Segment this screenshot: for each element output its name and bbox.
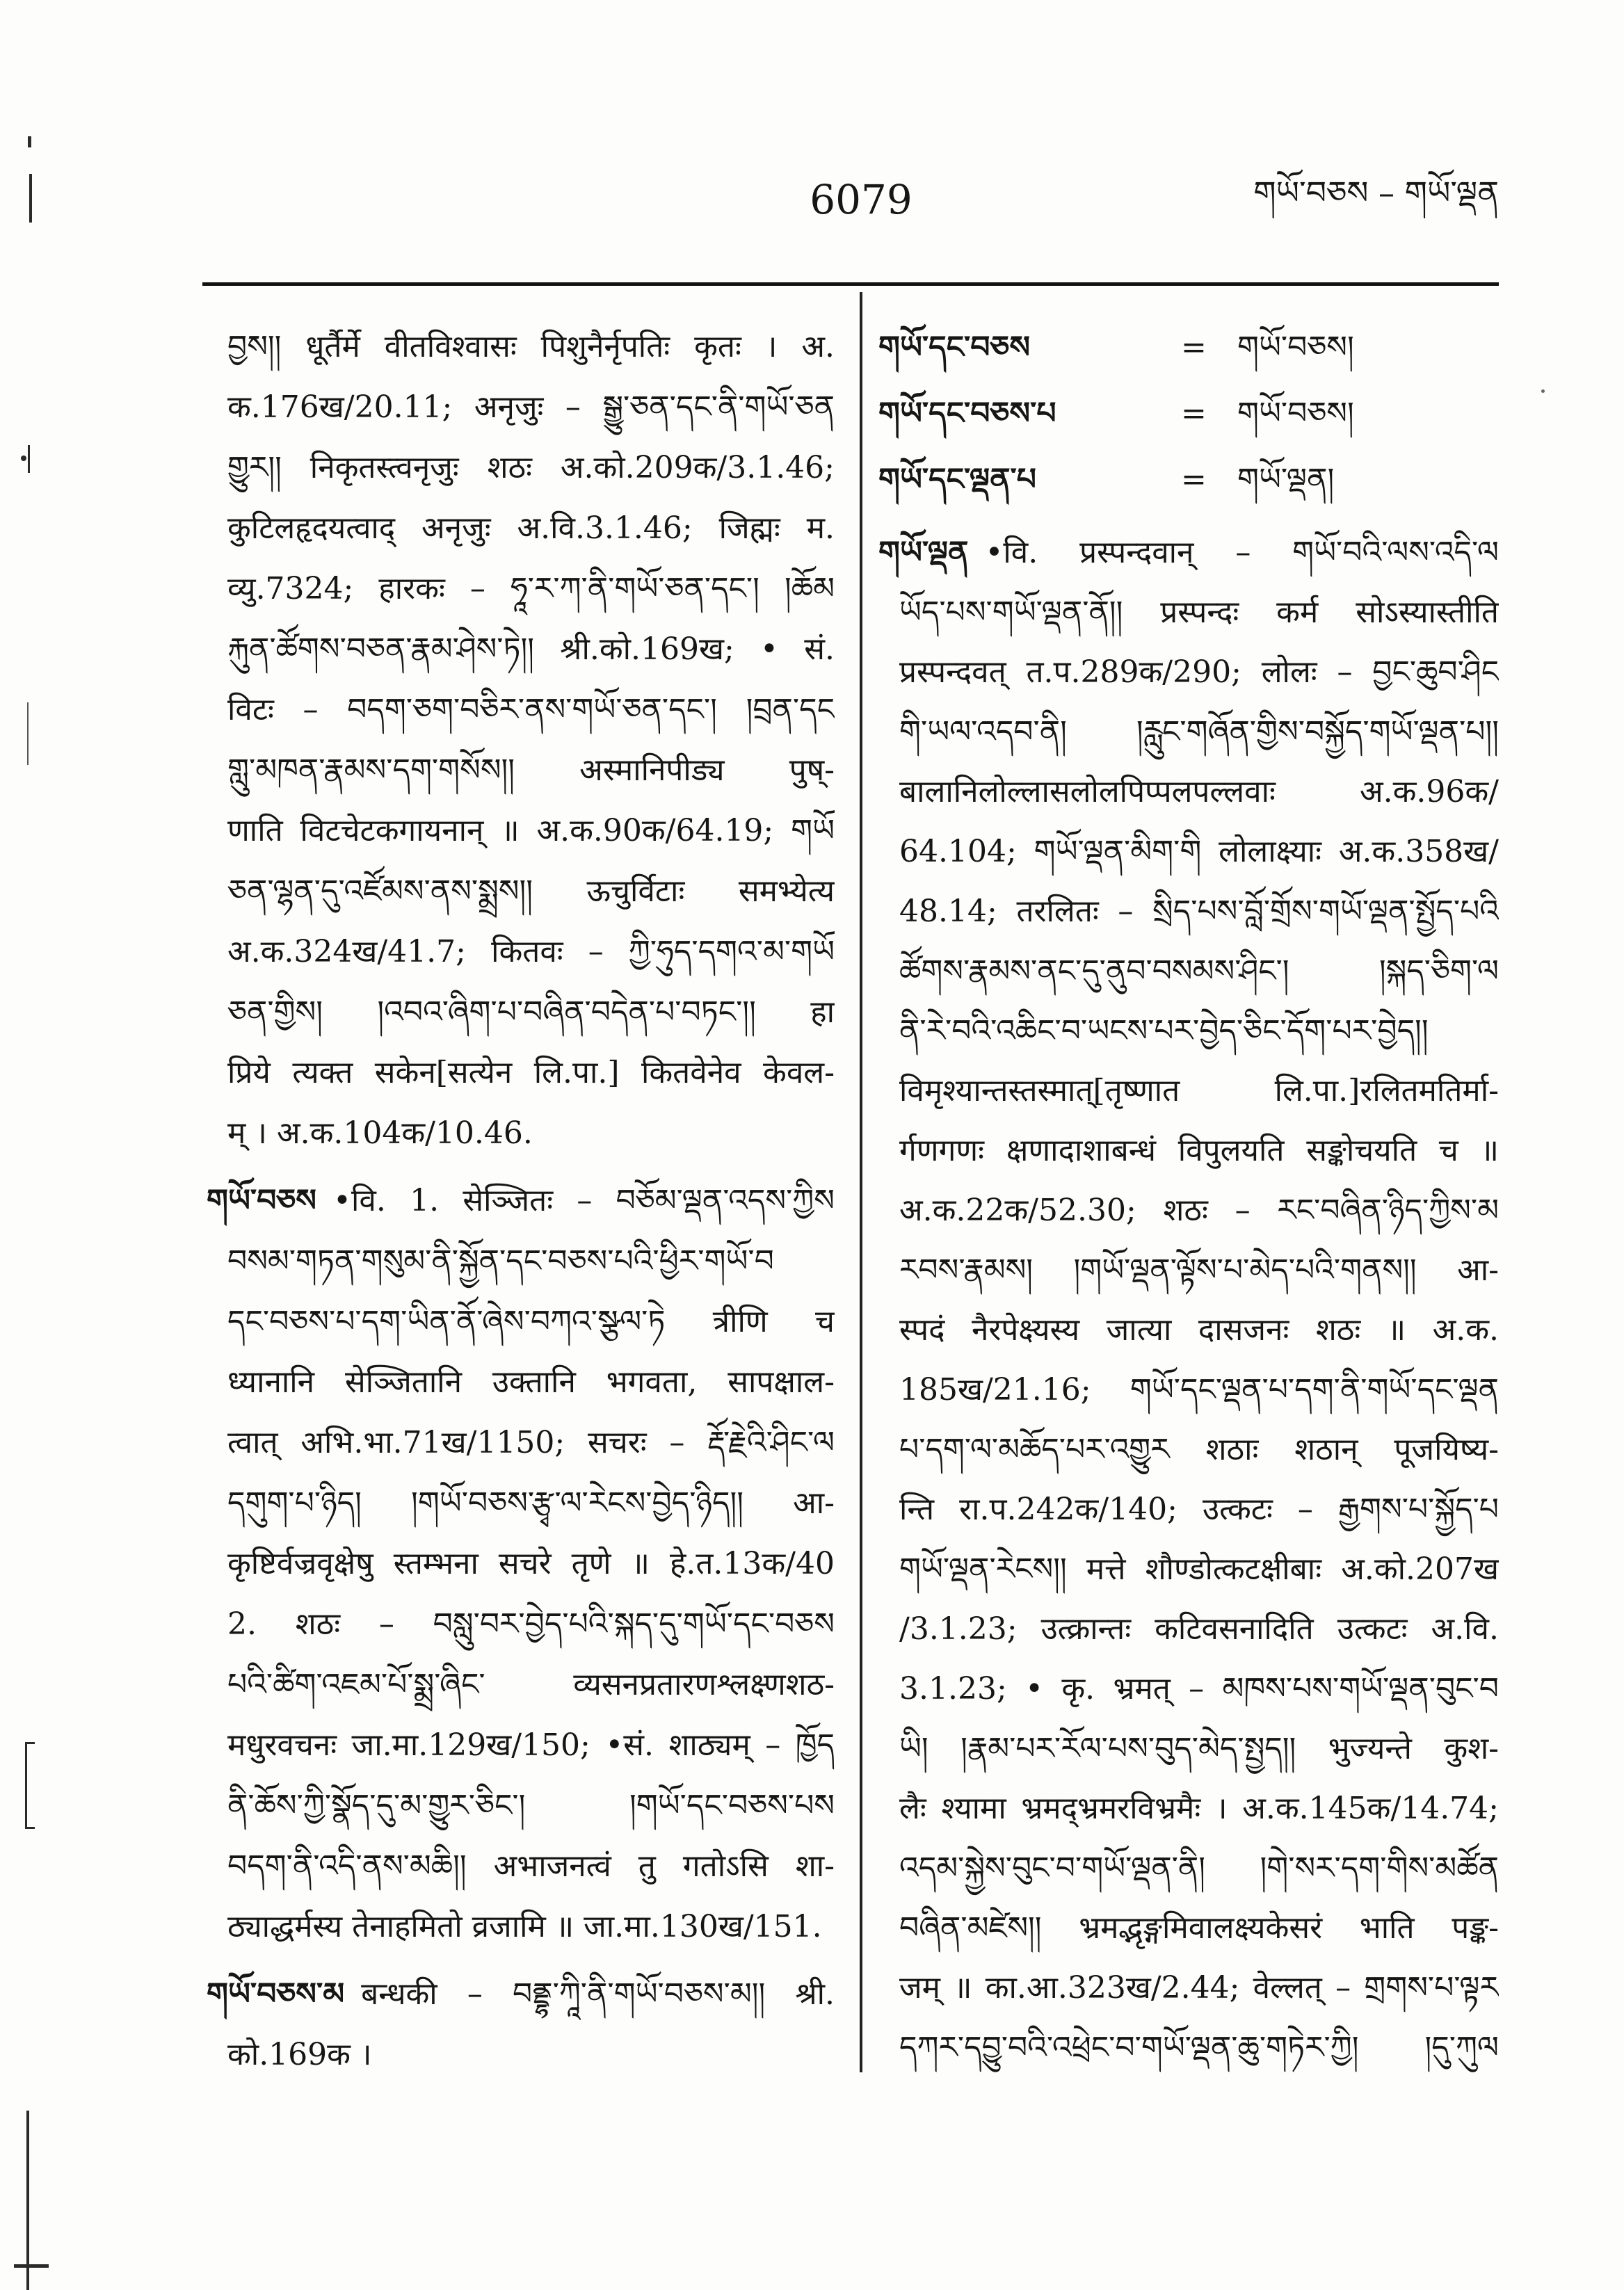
- entry-first-line: [207, 1964, 835, 2024]
- text-line: ཡི། །རྣམ་པར་རོལ་པས་བུད་མེད་སྤྱད།། भुज्यन्ते कुश-: [899, 1731, 1499, 1766]
- cross-reference-target: གཡོ་བཅས།: [1237, 396, 1354, 431]
- text-line: र्गणगणः क्षणादाशाबन्धं विपुलयति सङ्कोचयति च ॥: [899, 1133, 1499, 1168]
- scan-mark: [25, 1827, 35, 1829]
- text-line: बालानिलोल्लासलोलपिप्पलपल्लवाः अ.क.96क/: [899, 774, 1499, 809]
- column-divider: [860, 292, 862, 2072]
- scan-mark: [14, 2264, 49, 2268]
- scan-mark: [28, 136, 31, 147]
- text-line: དགུག་པ་ཉིད། །གཡོ་བཅས་རྩྭ་ལ་རེངས་བྱེད་ཉིད།། आ-: [227, 1485, 835, 1521]
- text-line: འདམ་སྐྱེས་བུང་བ་གཡོ་ལྡན་ནི། །གེ་སར་དག་གིས་མཚོན: [899, 1850, 1499, 1886]
- text-line: 2. शठः – བསླུ་བར་བྱེད་པའི་སྐད་དུ་གཡོ་དང་བཅས: [227, 1606, 835, 1642]
- continued-entry: [207, 316, 835, 1163]
- text-line: विमृश्यान्तस्तस्मात्[तृष्णात लि.पा.]रलितमतिर्मा-: [899, 1073, 1499, 1108]
- cross-reference: [878, 446, 1499, 513]
- left-column: [207, 316, 835, 2085]
- equals-sign: =: [1181, 330, 1207, 365]
- scan-mark: [21, 455, 26, 461]
- dictionary-entry: [878, 523, 1499, 2078]
- right-column: [878, 314, 1499, 2078]
- text-line: णाति विटचेटकगायनान् ॥ अ.क.90क/64.19; གཡོ: [227, 813, 835, 848]
- entry-headword: གཡོ་ལྡན: [878, 535, 969, 570]
- text-line: कुटिलहृदयत्वाद् अनृजुः अ.वि.3.1.46; जिह्मः म.: [227, 510, 835, 546]
- entry-headword: གཡོ་བཅས: [207, 1183, 317, 1218]
- entry-headword: གཡོ་བཅས་མ: [207, 1976, 345, 2012]
- text-line: न्ति रा.प.242क/140; उत्कटः – རྒྱགས་པ་སྐྱོད་པ: [899, 1492, 1499, 1527]
- text-line: 3.1.23; • कृ. भ्रमत् – མཁས་པས་གཡོ་ལྡན་བུང་བ: [899, 1671, 1499, 1707]
- text-line: त्वात् अभि.भा.71ख/1150; सचरः – རྡོ་རྗེའི་ཤིང་ལ: [227, 1425, 835, 1460]
- text-line: གླུ་མཁན་རྣམས་དག་གསོས།། अस्मानिपीड्य पुष्-: [227, 752, 835, 788]
- text-line: म् । अ.क.104क/10.46.: [227, 1115, 533, 1151]
- cross-reference: [878, 380, 1499, 446]
- cross-reference-term: གཡོ་དང་བཅས: [878, 330, 1031, 365]
- text-line: ནི་རེ་བའི་འཆིང་བ་ཡངས་པར་བྱེད་ཅིང་དོག་པར་བྱེད།།: [899, 1013, 1429, 1049]
- text-line: ठ्याद्धर्मस्य तेनाहमितो व्रजामि ॥ जा.मा.130ख/151.: [227, 1909, 822, 1944]
- text-line: བདག་ནི་འདི་ནས་མཆི།། अभाजनत्वं तु गतोऽसि शा-: [227, 1848, 835, 1884]
- text-line: /3.1.23; उत्क्रान्तः कटिवसनादिति उत्कटः अ.वि.: [899, 1611, 1499, 1647]
- scan-mark: [28, 445, 30, 473]
- equals-sign: =: [1181, 396, 1207, 431]
- text-line: བསམ་གཏན་གསུམ་ནི་སྐྱོན་དང་བཅས་པའི་ཕྱིར་གཡོ་བ: [227, 1243, 774, 1279]
- entry-first-line-text: •वि. प्रस्पन्दवान् – གཡོ་བའི་ལས་འདི་ལ: [985, 535, 1499, 570]
- running-head: གཡོ་བཅས – གཡོ་ལྡན: [1253, 174, 1499, 211]
- entry-first-line-text: •वि. 1. सेञ्जितः – བཅོམ་ལྡན་འདས་ཀྱིས: [333, 1183, 835, 1218]
- cross-reference-term: གཡོ་དང་བཅས་པ: [878, 396, 1056, 431]
- scan-mark: [29, 174, 32, 223]
- text-line: लैः श्यामा भ्रमद्भ्रमरविभ्रमैः । अ.क.145क/14.74;: [899, 1791, 1499, 1826]
- header-rule: [202, 282, 1499, 286]
- cross-reference-term: གཡོ་དང་ལྡན་པ: [878, 462, 1036, 497]
- text-line: གཡོ་ལྡན་རེངས།། मत्ते शौण्डोत्कटक्षीबाः अ.को.207ख: [899, 1551, 1499, 1587]
- text-line: རབས་རྣམས། །གཡོ་ལྡན་ལྟོས་པ་མེད་པའི་གནས།། आ-: [899, 1252, 1499, 1288]
- dictionary-entry: [207, 1964, 835, 2085]
- scan-mark: [27, 702, 29, 765]
- scan-mark: [1541, 389, 1545, 393]
- dictionary-entry: [207, 1170, 835, 1957]
- scan-mark: [26, 2111, 29, 2290]
- text-line: བཞིན་མཛེས།། भ्रमद्भृङ्गमिवालक्ष्यकेसरं भाति पङ्क-: [899, 1910, 1499, 1946]
- text-line: कृष्टिर्वज्रवृक्षेषु स्तम्भना सचरे तृणे ॥ हे.त.13क/40: [227, 1546, 835, 1581]
- equals-sign: =: [1181, 462, 1207, 497]
- cross-reference-target: གཡོ་ལྡན།: [1237, 462, 1335, 497]
- text-line: པ་དག་ལ་མཆོད་པར་འགྱུར शठाः शठान् पूजयिष्य-: [899, 1432, 1499, 1467]
- entry-first-line: [878, 523, 1499, 583]
- text-line: 64.104; གཡོ་ལྡན་མིག་གི लोलाक्ष्याः अ.क.358ख/: [899, 834, 1499, 869]
- text-line: ཡོད་པས་གཡོ་ལྡན་ནོ།། प्रस्पन्दः कर्म सोऽस्यास्तीति: [899, 595, 1499, 630]
- text-line: རྐུན་ཚོགས་བཅན་རྣམ་ཤེས་ཏེ།། श्री.को.169ख; • सं.: [227, 631, 835, 667]
- text-line: विटः – བདག་ཅག་བཅིར་ནས་གཡོ་ཅན་དང་། །བྲན་དང: [227, 692, 835, 727]
- text-line: को.169क ।: [227, 2037, 372, 2072]
- text-line: प्रस्पन्दवत् त.प.289क/290; लोलः – བྱང་ཆུབ་ཤིང: [899, 654, 1499, 690]
- text-line: अ.क.324ख/41.7; कितवः – ཀྱི་ཧུད་དགའ་མ་གཡོ: [227, 934, 835, 969]
- text-line: 48.14; तरलितः – སྲིད་པས་བློ་གྲོས་གཡོ་ལྡན་སྤྱོད་པའི: [899, 894, 1499, 929]
- text-line: मधुरवचनः जा.मा.129ख/150; •सं. शाठ्यम् – ཁྱོད: [227, 1727, 835, 1763]
- text-line: བྱས།། धूर्तैर्मे वीतविश्वासः पिशुनैर्नृपतिः कृतः । अ.: [227, 329, 835, 364]
- entry-first-line: [207, 1170, 835, 1231]
- text-line: ཚོགས་རྣམས་ནང་དུ་ནུབ་བསམས་ཤིང་། །སྐད་ཅིག་ལ: [899, 953, 1499, 989]
- text-line: प्रिये त्यक्त सकेन[सत्येन लि.पा.] कितवेनेव केवल-: [227, 1055, 835, 1090]
- text-line: ཅན་གྱིས། །འབའ་ཞིག་པ་བཞིན་བདེན་པ་བཏང་།། हा: [227, 994, 835, 1030]
- text-line: स्पदं नैरपेक्ष्यस्य जात्या दासजनः शठः ॥ अ.क.: [899, 1312, 1499, 1348]
- text-line: क.176ख/20.11; अनृजुः – སྒྱུ་ཅན་དང་ནི་གཡོ་ཅན: [227, 389, 835, 425]
- cross-references: [878, 314, 1499, 513]
- entry-first-line-text: बन्धकी – བནྡྷ་ཀཱི་ནི་གཡོ་བཅས་མ།། श्री.: [361, 1976, 835, 2012]
- text-line: 185ख/21.16; གཡོ་དང་ལྡན་པ་དག་ནི་གཡོ་དང་ལྡན: [899, 1372, 1499, 1408]
- scan-mark: [25, 1742, 35, 1744]
- page-number: 6079: [810, 176, 913, 223]
- text-line: པའི་ཚིག་འཇམ་པོ་སྨྲ་ཞིང་ व्यसनप्रतारणश्लक्ष्णशठ-: [227, 1667, 835, 1702]
- text-line: व्यु.7324; हारकः – ཧཱ་ར་ཀ་ནི་གཡོ་ཅན་དང་། །ཆོམ: [227, 571, 835, 606]
- text-line: དཀར་དབྱུ་བའི་འཕྲེང་བ་གཡོ་ལྡན་ཆུ་གཏེར་ཀྱི། །དུ་ཀུལ: [899, 2030, 1499, 2065]
- text-line: གི་ཡལ་འདབ་ནི། །རླུང་གཞོན་གྱིས་བསྐྱོད་གཡོ་ལྡན་པ།།: [899, 714, 1499, 750]
- scan-mark: [25, 1742, 27, 1829]
- text-line: གྱུར།། निकृतस्त्वनृजुः शठः अ.को.209क/3.1.46;: [227, 450, 835, 485]
- text-line: अ.क.22क/52.30; शठः – རང་བཞིན་ཉིད་ཀྱིས་མ: [899, 1193, 1499, 1228]
- cross-reference-target: གཡོ་བཅས།: [1237, 330, 1354, 365]
- text-line: ध्यानानि सेञ्जितानि उक्तानि भगवता, सापक्षाल-: [227, 1364, 835, 1400]
- text-line: ཅན་ལྷན་དུ་འཛོམས་ནས་སྨྲས།། ऊचुर्विटाः समभ्येत्य: [227, 873, 835, 909]
- text-line: དང་བཅས་པ་དག་ཡིན་ནོ་ཞེས་བཀའ་སྩལ་ཏེ त्रीणि च: [227, 1304, 835, 1339]
- cross-reference: [878, 314, 1499, 380]
- text-line: ནི་ཆོས་ཀྱི་སྣོད་དུ་མ་གྱུར་ཅིང་། །གཡོ་དང་བཅས་པས: [227, 1788, 835, 1823]
- text-line: जम् ॥ का.आ.323ख/2.44; वेल्लत् – གྲགས་པ་ལྟར: [899, 1970, 1499, 2006]
